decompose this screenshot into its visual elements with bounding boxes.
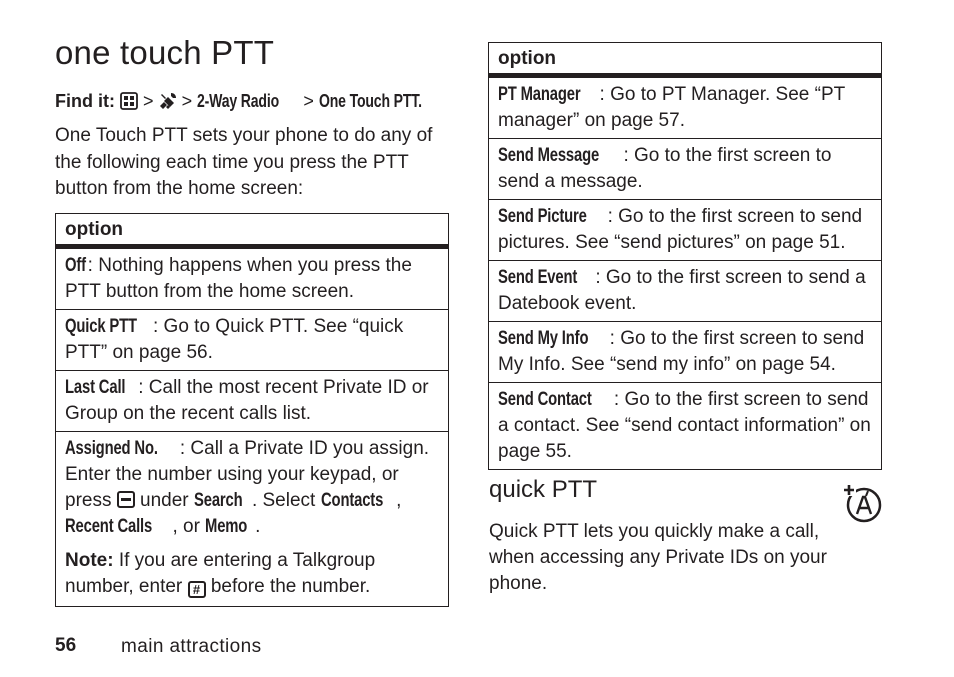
options-table-right	[488, 42, 882, 470]
period: .	[255, 516, 261, 537]
option-name: PT Manager	[498, 84, 581, 105]
section-name: main attractions	[121, 636, 262, 657]
table-row	[489, 138, 881, 199]
option-description: : Go to the first screen to send a Datebook event.	[498, 267, 866, 314]
pound-key-icon: #	[188, 581, 206, 598]
find-it-label: Find it:	[55, 91, 115, 111]
find-it-path	[55, 89, 447, 113]
note-label: Note:	[65, 550, 114, 571]
options-table-left	[55, 213, 449, 607]
note-text: before the number.	[210, 576, 371, 597]
menu-option-memo: Memo	[205, 516, 248, 537]
path-separator: >	[143, 91, 154, 111]
settings-wrench-icon	[159, 92, 177, 110]
option-description: . Select	[251, 490, 316, 511]
comma: ,	[396, 490, 402, 511]
menu-key-icon	[120, 92, 138, 110]
path-step-one-touch-ptt: One Touch PTT.	[318, 91, 422, 111]
option-description: under	[140, 490, 189, 511]
option-description: : Go to the first screen to send pictures. See “send pictures” on page 51.	[498, 206, 863, 253]
option-description: : Go to the first screen to send a message.	[498, 145, 832, 192]
option-name: Send Contact	[498, 389, 592, 410]
menu-option-contacts: Contacts	[320, 490, 383, 511]
table-row	[489, 199, 881, 260]
intro-paragraph: One Touch PTT sets your phone to do any of the following each time you press the PTT button from the home screen:	[55, 125, 433, 199]
table-row	[489, 77, 881, 138]
page-number: 56	[55, 635, 77, 656]
path-step-2-way-radio: 2-Way Radio	[197, 91, 280, 111]
table-row	[56, 431, 448, 606]
softkey-label-search: Search	[193, 490, 243, 511]
menu-option-recent-calls: Recent Calls	[65, 516, 153, 537]
path-separator: >	[303, 91, 314, 111]
table-row	[489, 260, 881, 321]
page-title: one touch PTT	[55, 34, 275, 71]
assigned-number-description	[65, 436, 439, 540]
note	[65, 548, 439, 600]
option-description: , or	[172, 516, 200, 537]
option-description: : Call a Private ID you assign. Enter the number using your keypad, or press	[65, 438, 430, 511]
option-description: : Go to the first screen to send My Info. See “send my info” on page 54.	[498, 328, 865, 375]
option-description: : Nothing happens when you press the PTT button from the home screen.	[65, 255, 412, 302]
option-name: Last Call	[65, 377, 126, 398]
note-text: If you are entering a Talkgroup number, enter	[65, 550, 376, 597]
option-name: Quick PTT	[65, 316, 137, 337]
table-header: option	[56, 214, 448, 248]
option-name: Off	[65, 255, 86, 276]
table-row	[56, 309, 448, 370]
table-row	[489, 382, 881, 469]
section-heading-quick-ptt: quick PTT	[489, 476, 598, 503]
option-name: Send Event	[498, 267, 578, 288]
table-row	[489, 321, 881, 382]
softkey-icon	[117, 491, 135, 508]
option-name: Send Picture	[498, 206, 587, 227]
ptt-feature-icon	[843, 483, 883, 523]
option-name: Send My Info	[498, 328, 589, 349]
table-row	[56, 370, 448, 431]
option-name: Assigned No.	[65, 438, 158, 459]
option-description: : Go to Quick PTT. See “quick PTT” on page 56.	[65, 316, 404, 363]
option-description: : Call the most recent Private ID or Group on the recent calls list.	[65, 377, 429, 424]
option-description: : Go to the first screen to send a contact. See “send contact information” on page 55.	[498, 389, 871, 462]
option-name: Send Message	[498, 145, 600, 166]
option-description: : Go to PT Manager. See “PT manager” on page 57.	[498, 84, 845, 131]
quick-ptt-description: Quick PTT lets you quickly make a call, when accessing any Private IDs on your phone.	[489, 521, 827, 594]
table-header: option	[489, 43, 881, 77]
path-separator: >	[181, 91, 193, 111]
table-row	[56, 248, 448, 309]
